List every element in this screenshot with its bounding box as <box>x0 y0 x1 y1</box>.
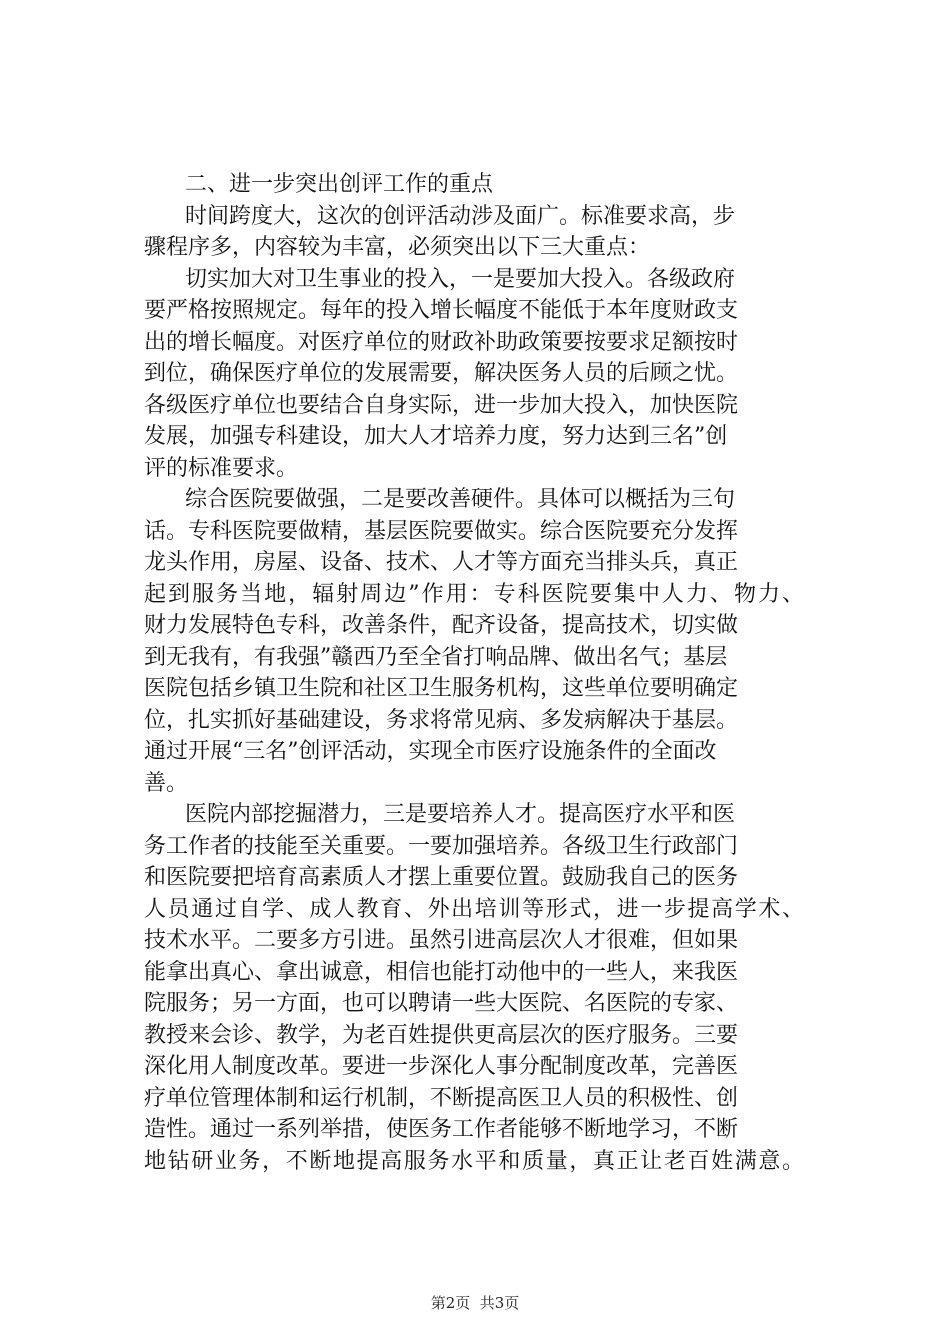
text-line: 和医院要把培育高素质人才摆上重要位置。鼓励我自己的医务 <box>144 865 739 890</box>
text-line: 起到服务当地，辐射周边”作用：专科医院要集中人力、物力、 <box>144 581 807 607</box>
text-line: 造性。通过一系列举措，使医务工作者能够不断地学习，不断 <box>144 1117 739 1142</box>
text-line: 能拿出真心、拿出诚意，相信也能打动他中的一些人，来我医 <box>144 959 739 985</box>
text-line: 话。专科医院要做精，基层医院要做实。综合医院要充分发挥 <box>144 518 739 544</box>
text-line: 院服务；另一方面，也可以聘请一些大医院、名医院的专家、 <box>144 991 739 1016</box>
text-line: 时间跨度大，这次的创评活动涉及面广。标准要求高，步 <box>185 203 736 229</box>
text-line: 综合医院要做强，二是要改善硬件。具体可以概括为三句 <box>185 487 736 512</box>
text-line: 评的标准要求。 <box>144 455 299 481</box>
text-line: 各级医疗单位也要结合自身实际，进一步加大投入，加快医院 <box>144 392 739 418</box>
text-line: 务工作者的技能至关重要。一要加强培养。各级卫生行政部门 <box>144 833 739 859</box>
text-line: 教授来会诊、教学，为老百姓提供更高层次的医疗服务。三要 <box>144 1022 739 1048</box>
document-body <box>144 169 807 1177</box>
text-line: 技术水平。二要多方引进。虽然引进高层次人才很难，但如果 <box>144 928 739 953</box>
text-line: 龙头作用，房屋、设备、技术、人才等方面充当排头兵，真正 <box>144 550 739 575</box>
text-line: 位，扎实抓好基础建设，务求将常见病、多发病解决于基层。 <box>144 707 739 733</box>
text-line: 要严格按照规定。每年的投入增长幅度不能低于本年度财政支 <box>144 298 739 323</box>
text-line: 人员通过自学、成人教育、外出培训等形式，进一步提高学术、 <box>144 896 806 922</box>
text-line: 疗单位管理体制和运行机制，不断提高医卫人员的积极性、创 <box>144 1085 739 1111</box>
text-line: 善。 <box>144 770 189 796</box>
text-line: 医院包括乡镇卫生院和社区卫生服务机构，这些单位要明确定 <box>144 676 739 701</box>
page-number-footer: 第2页 共3页 <box>430 1294 520 1312</box>
text-line: 切实加大对卫生事业的投入，一是要加大投入。各级政府 <box>185 266 736 292</box>
text-line: 财力发展特色专科，改善条件，配齐设备，提高技术，切实做 <box>144 613 739 638</box>
text-line: 发展，加强专科建设，加大人才培养力度，努力达到三名”创 <box>144 424 728 449</box>
text-line: 通过开展“三名”创评活动，实现全市医疗设施条件的全面改 <box>144 739 717 764</box>
text-line: 二、进一步突出创评工作的重点 <box>185 172 494 197</box>
text-line: 地钻研业务，不断地提高服务水平和质量，真正让老百姓满意。 <box>144 1148 806 1174</box>
text-line: 到位，确保医疗单位的发展需要，解决医务人员的后顾之忧。 <box>144 361 739 386</box>
text-line: 出的增长幅度。对医疗单位的财政补助政策要按要求足额按时 <box>144 329 739 355</box>
text-line: 深化用人制度改革。要进一步深化人事分配制度改革，完善医 <box>144 1054 739 1079</box>
text-line: 到无我有，有我强”赣西乃至全省打响品牌、做出名气；基层 <box>144 644 728 670</box>
text-line: 骤程序多，内容较为丰富，必须突出以下三大重点： <box>144 235 651 260</box>
text-line: 医院内部挖掘潜力，三是要培养人才。提高医疗水平和医 <box>185 802 736 827</box>
